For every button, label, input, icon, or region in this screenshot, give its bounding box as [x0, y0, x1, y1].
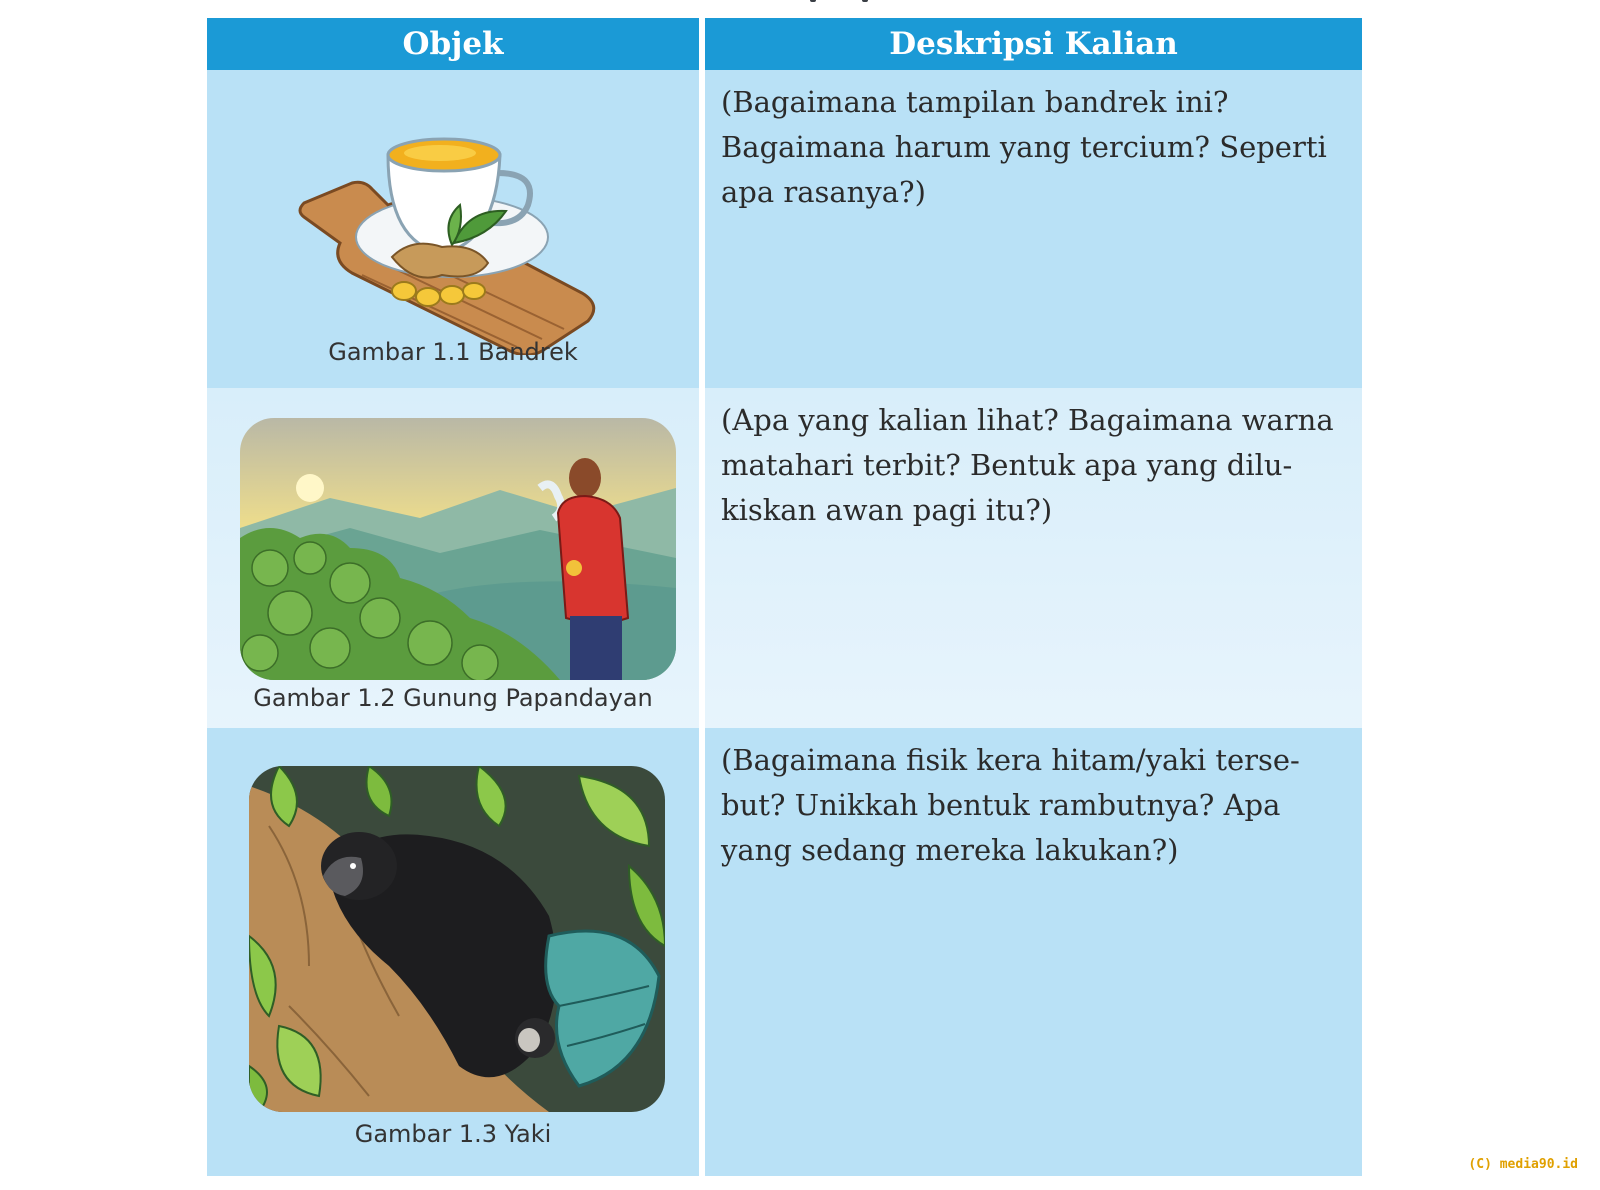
object-cell-bandrek: [207, 70, 705, 388]
description-line: yang sedang mereka lakukan?): [721, 833, 1179, 867]
cropped-heading-fragment: [810, 0, 890, 4]
yaki-monkey-illustration: [249, 766, 665, 1112]
description-cell-bandrek: [705, 70, 1362, 388]
description-worksheet-table: [207, 18, 1362, 1176]
table-row: [207, 70, 1362, 388]
description-line: apa rasanya?): [721, 175, 926, 209]
caption-gambar-1-2: Gambar 1.2 Gunung Papandayan: [253, 684, 653, 712]
mountain-illustration: [240, 418, 676, 680]
description-line: kiskan awan pagi itu?): [721, 493, 1053, 527]
description-line: but? Unikkah bentuk rambutnya? Apa: [721, 788, 1281, 822]
description-line: (Bagaimana fisik kera hitam/yaki terse-: [721, 743, 1300, 777]
bandrek-illustration: [292, 125, 612, 355]
description-line: (Bagaimana tampilan bandrek ini?: [721, 85, 1229, 119]
description-line: matahari terbit? Bentuk apa yang dilu-: [721, 448, 1293, 482]
table-header-row: [207, 18, 1362, 70]
description-text: [705, 388, 1362, 533]
object-cell-papandayan: [207, 388, 705, 728]
description-cell-papandayan: [705, 388, 1362, 728]
caption-gambar-1-1: Gambar 1.1 Bandrek: [328, 338, 578, 366]
description-text: [705, 70, 1362, 215]
header-objek: Objek: [207, 18, 705, 70]
table-row: [207, 388, 1362, 728]
description-text: [705, 728, 1362, 873]
caption-gambar-1-3: Gambar 1.3 Yaki: [354, 1120, 552, 1148]
description-cell-yaki: [705, 728, 1362, 1176]
description-line: (Apa yang kalian lihat? Bagaimana warna: [721, 403, 1334, 437]
object-cell-yaki: [207, 728, 705, 1176]
header-deskripsi-kalian: Deskripsi Kalian: [705, 18, 1362, 70]
watermark: (C) media90.id: [1468, 1157, 1578, 1172]
description-line: Bagaimana harum yang tercium? Seperti: [721, 130, 1327, 164]
table-row: [207, 728, 1362, 1176]
